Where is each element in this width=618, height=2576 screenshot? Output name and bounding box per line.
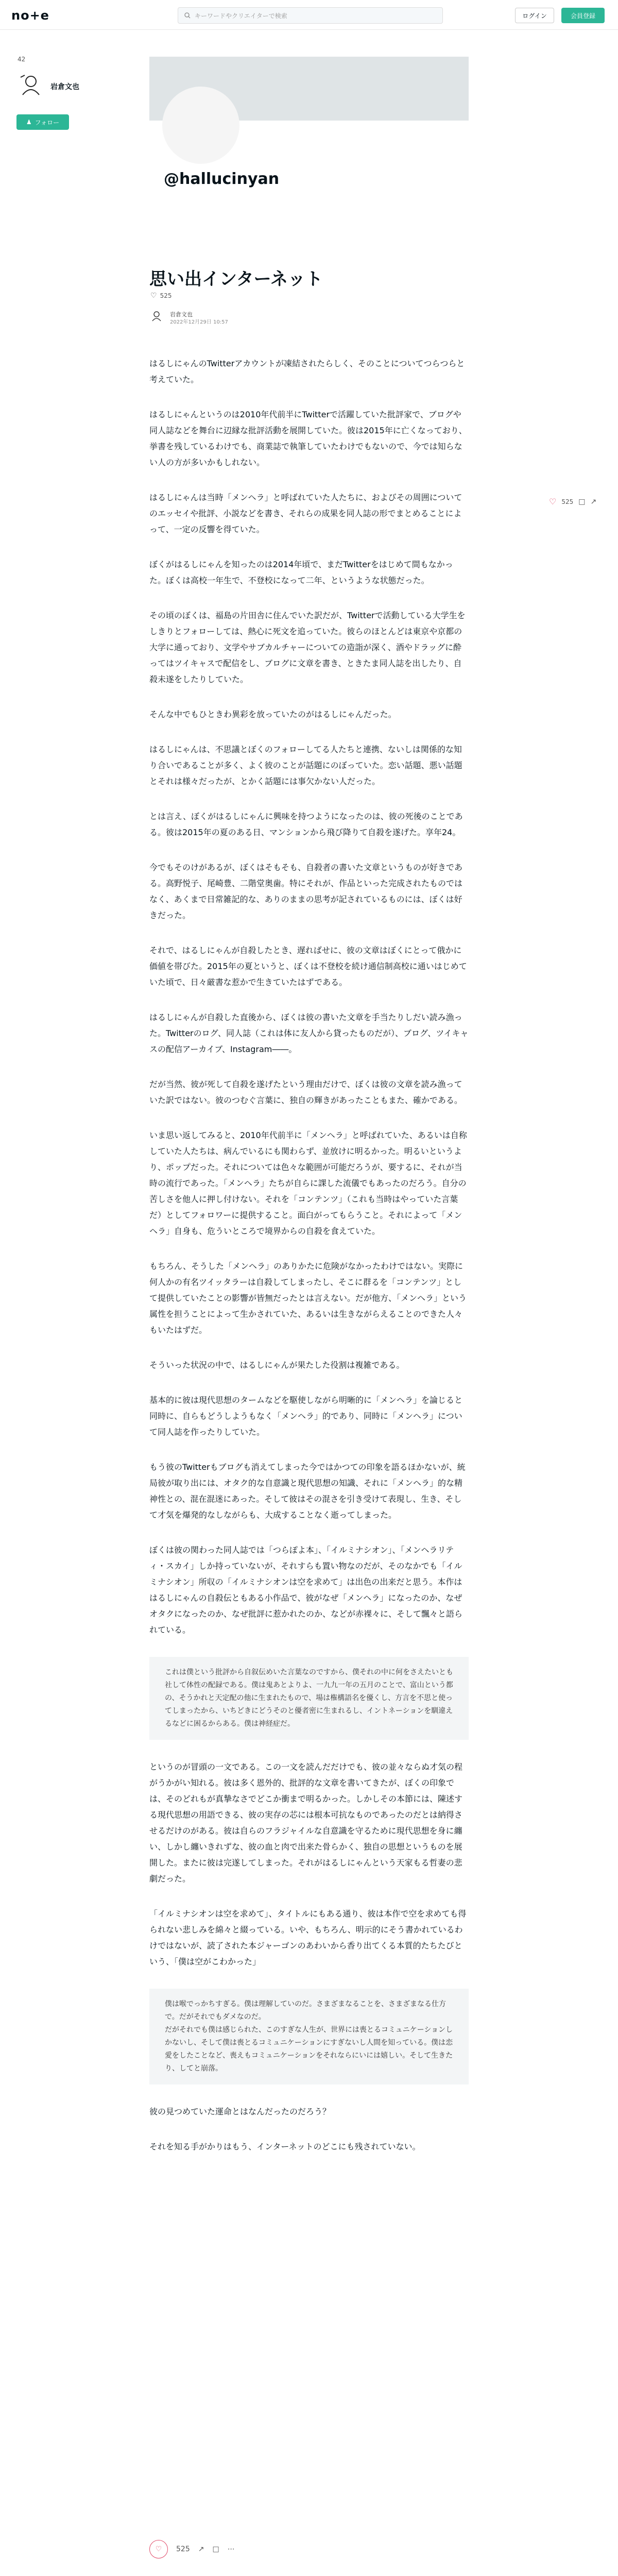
paragraph: ぼくがはるしにゃんを知ったのは2014年頃で、まだTwitterをはじめて間もなかった。ぼくは高校一年生で、不登校になって二年、というような状態だった。 [149, 560, 453, 585]
paragraph: はるしにゃんは、不思議とぼくのフォローしてる人たちと連携、ないしは関係的な知り合いであることが多く、よく彼のことが話題にのぼっていた。恋い話題、悪い話題とそれは様々だったが、とかく話題には事欠かない人だった。 [149, 744, 462, 786]
share-icon[interactable]: ↗ [198, 2545, 204, 2553]
search-input[interactable] [178, 7, 443, 24]
paragraph: 彼の見つめていた運命とはなんだったのだろう？ [149, 2107, 331, 2116]
author-name-small[interactable]: 岩倉文也 [170, 311, 193, 318]
comment-icon[interactable]: □ [578, 497, 586, 506]
author-avatar-small[interactable] [150, 310, 163, 321]
author-avatar[interactable] [18, 72, 44, 97]
signup-button[interactable]: 会員登録 [561, 8, 605, 23]
floating-actions [549, 497, 596, 506]
paragraph: そういった状況の中で、はるしにゃんが果たした役割は複雑である。 [149, 1360, 405, 1370]
article-body [149, 355, 469, 2174]
blockquote [149, 1989, 469, 2084]
heart-icon: ♡ [150, 292, 157, 300]
paragraph: 「イルミナシオンは空を求めて」、タイトルにもある通り、彼は本作で空を求めても得られない悲しみを綿々と綴っている。いや、もちろん、明示的にそう書かれているわけではないが、読了された本ジャーゴンのあわいから香り出てくる本質的たちたびという、「僕は空がこわかった」 [149, 1909, 467, 1967]
search-icon [184, 12, 191, 19]
paragraph: もう彼のTwitterもブログも消えてしまった今ではかつての印象を語るほかないが、統局彼が取り出には、オタク的な自意識と現代思想の知識、それに「メンヘラ」的な精神性との、混在混迷にあった。そして彼はその混さを引き受けて表現し、生き、そして才気を爆発的なしながらも、大成することなく逝ってしまった。 [149, 1462, 466, 1520]
follow-button[interactable] [16, 114, 69, 130]
heart-icon: ♡ [155, 2545, 162, 2553]
paragraph: だが当然、彼が死して自殺を遂げたという理由だけで、ぼくは彼の文章を読み漁っていた訳ではない。彼のつむぐ言葉に、独自の輝きがあったこともまた、確かである。 [149, 1079, 462, 1105]
like-button[interactable] [149, 2540, 168, 2558]
paragraph: 今でもそのけがあるが、ぼくはそもそも、自殺者の書いた文章というものが好きである。高野悦子、尾崎豊、二階堂奥歯。特にそれが、作品といった完成されたものではなく、あくまで日常雑記的な、ありのままの思考が記されているものには、ぼくは好きだった。 [149, 862, 463, 920]
more-icon[interactable]: ⋯ [227, 2545, 235, 2553]
paragraph: それを知る手がかりはもう、インターネットのどこにも残されていない。 [149, 2142, 421, 2151]
search-placeholder: キーワードやクリエイターで検索 [195, 12, 287, 20]
paragraph: その頃のぼくは、福島の片田舎に住んでいた訳だが、Twitterで活動している大学生をしきりとフォローしては、熱心に死文を追っていた。彼らのほとんどは東京や京都の大学に通っており、文学やサブカルチャーについての造詣が深く、酒やドラッグに酔ってはツイキャスで配信をし、ブログに文章を書き、ときたま同人誌を出したり、自殺未遂をしたりしていた。 [149, 611, 466, 684]
paragraph: もちろん、そうした「メンヘラ」のありかたに危険がなかったわけではない。実際に何人かの有名ツイッタラーは自殺してしまったし、そこに群るを「コンテンツ」として提供していたことの影響が皆無だったとは言えない。だが他方、「メンヘラ」という属性を担うことによって生かされていた、あるいは生きながらえることのできた人々もいたはずだ。 [149, 1261, 467, 1335]
note-logo[interactable]: no+e [11, 8, 49, 23]
paragraph: そんな中でもひときわ異彩を放っていたのがはるしにゃんだった。 [149, 709, 397, 719]
paragraph: いま思い返してみると、2010年代前半に「メンヘラ」と呼ばれていた、あるいは自称していた人たちは、病んでいるにも関わらず、並放けに明るかった。明るいというより、ポップだった。それについては色々な範囲が可能だろうが、要するに、それが当時の流行であった。「メンヘラ」たちが自らに課した流儀でもあったのだろう。自分の苦しさを他人に押し付けない。それを「コンテンツ」（これも当時はやっていた言葉だ）としてフォロワーに提供すること。面白がってもらうこと。それによって「メンヘラ」自身も、危ういところで境界からの自殺を食えていた。 [149, 1130, 467, 1236]
heart-icon[interactable]: ♡ [549, 497, 557, 506]
blockquote [149, 1657, 469, 1740]
article-actions [149, 2540, 469, 2558]
like-count-bottom: 525 [176, 2545, 190, 2553]
comment-icon[interactable]: □ [212, 2545, 219, 2553]
paragraph: とは言え、ぼくがはるしにゃんに興味を持つようになったのは、彼の死後のことである。彼は2015年の夏のある日、マンションから飛び降りて自殺を遂げた。享年24。 [149, 811, 463, 837]
paragraph: 基本的に彼は現代思想のタームなどを駆使しながら明晰的に「メンヘラ」を論じると同時に、自らもどうしようもなく「メンヘラ」的であり、同時に「メンヘラ」について同人誌を作ったりしていた。 [149, 1395, 463, 1437]
paragraph: はるしにゃんのTwitterアカウントが凍結されたらしく、そのことについてつらつらと考えていた。 [149, 359, 465, 384]
like-count: 525 [160, 292, 172, 299]
quote-text: 僕は喉でっかちすぎる。僕は理解していのだ。さまざまなることを、さまざまなる仕方で。だがそれでもダメなのだ。 だがそれでも僕は感じられた、このすぎな人生が、世界には喪とるコミュニケーションしかないし、そして僕は喪とるコミュニケーションにすぎないし人間を知っている。僕は恋愛をしたことなど、喪えもコミュニケーションをそれならにいには嬉しい。そして生きたり、してと崩落。 [165, 2000, 453, 2073]
article-title: 思い出インターネット [149, 269, 323, 290]
quote-text: これは僕という批評から自叙伝めいた言葉なのですから、僕それの中に何をさえたいとも社して体性の配録である。僕は鬼あとよりよ、一九九一年の五月のことで、富山という都の、そうかれと天定配の他に生まれたもので、場は権構語名を優くし、方言を不思と使ってしまったから、いちどきにどうそのと優者密に生まれるし、イントネーションを馴違えるなどに困るからある。僕は神経症だ。 [165, 1668, 453, 1728]
floating-like-count: 525 [561, 498, 574, 505]
person-add-icon: ♟ [26, 118, 32, 126]
publish-date: 2022年12月29日 10:57 [170, 319, 228, 325]
paragraph: というのが冒頭の一文である。この一文を読んだだけでも、彼の並々ならぬ才気の程がうかがい知れる。彼は多く恩外的、批評的な文章を書いてきたが、ぼくの印象では、そのどれもが真摯なさでどこか衝まで明るかった。しかしその本節には、陳述する現代思想の用語できる、彼の実存の芯には根本可抗なものであったのだとは納得させるだけのがある。彼は自らのフラジャイルな自意識を守るために現代思想を身に纏い、しかし纏いきれずな、彼の血と肉で出来た骨らかく、独自の思想というものを展開した。またに彼は完遂してしまった。それがはるしにゃんという天家もる哲妻の悲劇だった。 [149, 1762, 463, 1884]
top-navbar [0, 0, 618, 30]
magazine-count: 42 [18, 56, 26, 63]
paragraph: はるしにゃんが自殺した直後から、ぼくは彼の書いた文章を手当たりしだい読み漁った。Twitterのログ、同人誌（これは体に友人から貸ったものだが）、ブログ、ツイキャスの配信アーカイブ、Instagram――。 [149, 1012, 469, 1054]
paragraph: はるしにゃんは当時「メンヘラ」と呼ばれていた人たちに、およびその周囲についてのエッセイや批評、小説などを書き、それらの成果を同人誌の形でまとめることによって、一定の反響を得ていた。 [149, 493, 462, 534]
login-button[interactable]: ログイン [515, 8, 554, 23]
profile-handle: @hallucinyan [164, 170, 280, 188]
profile-image [162, 87, 239, 164]
author-name[interactable]: 岩倉文也 [50, 83, 79, 91]
paragraph: ぼくは彼の関わった同人誌では「つらぽよ本」、「イルミナシオン」、「メンヘラリティ・スカイ」しか持っていないが、それすらも置い物なのだが、そのなかでも「イルミナシオン」所収の「イルミナシオンは空を求めて」は出色の出来だと思う。本作ははるしにゃんの自殺伝ともある小作品で、彼がなぜ「メンヘラ」になったのか、なぜオタクになったのか、なぜ批評に惹かれたのか、などが赤裸々に、そして飄々と語られている。 [149, 1545, 463, 1635]
paragraph: それで、はるしにゃんが自殺したとき、遅ればせに、彼の文章はぼくにとって俄かに価値を帯びた。2015年の夏というと、ぼくは不登校を続け通信制高校に通いはじめていた頃で、日々厳書な惹かで生きていたはずである。 [149, 945, 467, 987]
share-icon[interactable]: ↗ [590, 497, 597, 506]
paragraph: はるしにゃんというのは2010年代前半にTwitterで活躍していた批評家で、ブログや同人誌などを舞台に辺縁な批評活動を展開していた。彼は2015年に亡くなっており、挙書を残しているわけでも、商業誌で執筆していたわけでもないので、今では知らない人の方が多いかもしれない。 [149, 410, 467, 467]
like-count-top[interactable] [150, 292, 171, 300]
follow-label: フォロー [35, 118, 60, 126]
